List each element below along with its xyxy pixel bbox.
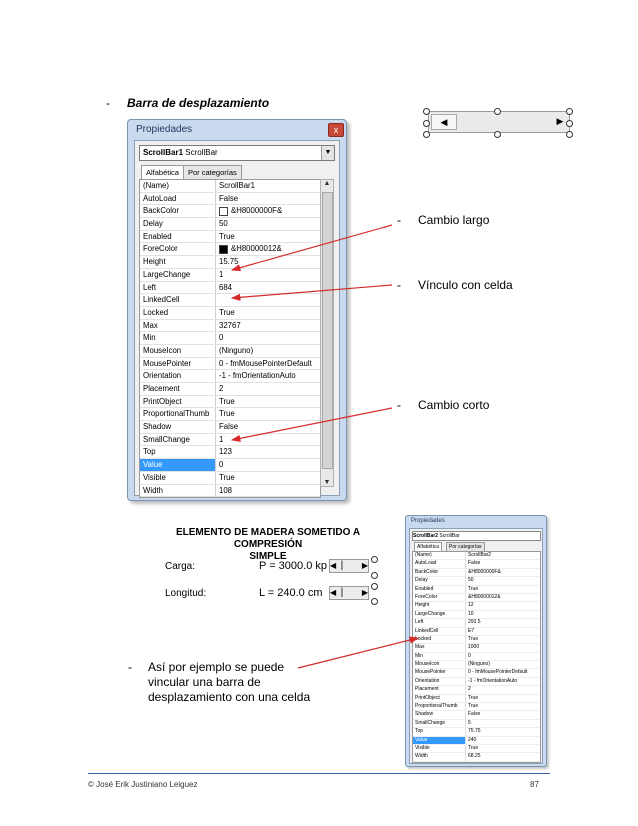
example-title-line1: ELEMENTO DE MADERA SOMETIDO A COMPRESIÓN (175, 527, 361, 550)
property-name: ProportionalThumb (413, 703, 466, 710)
scroll-left-icon[interactable]: ◀▕ (330, 561, 343, 570)
property-value-text: 32767 (219, 320, 241, 330)
scroll-left-icon[interactable]: ◀ (431, 114, 457, 130)
property-name: Left (413, 619, 466, 626)
scroll-left-icon[interactable]: ◀▕ (330, 588, 343, 597)
property-name: Min (140, 332, 216, 344)
object-type: ScrollBar (439, 533, 460, 539)
property-name: SmallChange (140, 434, 216, 446)
section-heading: Barra de desplazamiento (127, 96, 270, 110)
property-name: Height (413, 602, 466, 609)
scroll-down-icon[interactable]: ▼ (323, 479, 331, 486)
annotation-bullet: - (397, 278, 401, 292)
property-value-text: 15.75 (219, 257, 239, 267)
footer-rule (88, 773, 550, 774)
property-value-text: True (219, 409, 235, 419)
annotation-bullet: - (397, 213, 401, 227)
property-value-text: 293.5 (468, 619, 481, 626)
properties-window-title: Propiedades (136, 124, 193, 135)
property-name: Value (413, 737, 466, 744)
property-value-text: 0 (219, 333, 224, 343)
annotation-bullet: - (128, 660, 132, 674)
annotation-example-line1: Así por ejemplo se puede (148, 660, 285, 674)
scroll-right-icon[interactable]: ▶ (556, 116, 564, 126)
chevron-down-icon[interactable]: ▼ (321, 146, 334, 160)
property-name: SmallChange (413, 720, 466, 727)
property-value-text: False (468, 711, 481, 718)
tab-alfabetica[interactable]: Alfabética (414, 542, 442, 551)
property-value-text: 1 (219, 434, 224, 444)
property-value-text: 123 (219, 447, 233, 457)
length-label: Longitud: (165, 588, 207, 599)
property-name: AutoLoad (140, 193, 216, 205)
property-name: Shadow (413, 711, 466, 718)
property-name: BackColor (413, 569, 466, 576)
property-name: PrintObject (140, 396, 216, 408)
property-name: Max (140, 320, 216, 332)
object-name: ScrollBar2 (413, 533, 439, 539)
property-value-text: &H80000012& (231, 244, 282, 254)
property-name: ProportionalThumb (140, 408, 216, 420)
length-value: L = 240.0 cm (259, 587, 323, 599)
property-value-text: 12 (468, 602, 474, 609)
property-name: Top (140, 446, 216, 458)
property-value-text: True (468, 585, 479, 592)
property-name: Locked (413, 636, 466, 643)
property-value-text: ScrollBar1 (219, 181, 255, 190)
property-value-text: True (468, 703, 479, 710)
annotation-example-line3: desplazamiento con una celda (148, 690, 311, 704)
property-value-text: 5 (468, 719, 471, 726)
arrow-example (298, 638, 418, 668)
property-name: AutoLoad (413, 560, 466, 567)
property-name: Visible (413, 745, 466, 752)
property-name: MousePointer (140, 358, 216, 370)
properties-window-title: Propiedades (411, 518, 445, 524)
property-value-text: -1 - fmOrientationAuto (219, 371, 296, 381)
property-name: Enabled (413, 586, 466, 593)
property-value-text: E7 (468, 627, 475, 634)
property-name: Orientation (140, 370, 216, 382)
property-name: Enabled (140, 231, 216, 243)
property-name: Placement (140, 383, 216, 395)
property-value-text: 75.75 (468, 728, 481, 735)
annotation-large-change: Cambio largo (418, 213, 490, 227)
property-name: MouseIcon (413, 661, 466, 668)
property-value-text: 1000 (468, 644, 480, 651)
tab-por-categorias[interactable]: Por categorías (446, 542, 485, 551)
scroll-up-icon[interactable]: ▲ (323, 180, 331, 187)
property-value-text: &H8000000F& (468, 568, 501, 575)
close-button[interactable]: x (328, 123, 344, 137)
scroll-right-icon[interactable]: ▶ (361, 561, 368, 570)
property-name: Height (140, 256, 216, 268)
property-name: Visible (140, 472, 216, 484)
property-name: LargeChange (413, 611, 466, 618)
property-name: Delay (413, 577, 466, 584)
property-value-text: &H8000000F& (231, 206, 283, 216)
annotation-example-line2: vincular una barra de (148, 675, 261, 689)
property-value-text: False (219, 422, 239, 432)
property-value-text: 50 (219, 219, 228, 229)
property-value-text: 50 (468, 577, 474, 584)
property-name: ForeColor (140, 243, 216, 255)
property-name: Locked (140, 307, 216, 319)
property-value-text: 68.25 (468, 753, 481, 760)
property-value-text: True (468, 744, 479, 751)
property-value-text: True (219, 396, 235, 406)
property-value-text: ScrollBar2 (468, 552, 492, 558)
property-value-text: -1 - fmOrientationAuto (468, 677, 518, 684)
property-value-text: True (219, 231, 235, 241)
load-label: Carga: (165, 561, 196, 572)
property-value-text: 0 (468, 652, 471, 659)
arrow-small-change (232, 408, 392, 440)
property-value-text: True (468, 635, 479, 642)
load-value: P = 3000.0 kp (259, 560, 327, 572)
property-value-text: (Ninguno) (219, 345, 254, 355)
property-name: Orientation (413, 678, 466, 685)
property-name: (Name) (413, 552, 466, 559)
property-name: Delay (140, 218, 216, 230)
property-value-text: 0 (219, 460, 224, 470)
property-value-text: 108 (219, 485, 233, 495)
object-type: ScrollBar (185, 148, 218, 157)
property-name: BackColor (140, 205, 216, 217)
property-name: Left (140, 282, 216, 294)
property-value-text: True (219, 307, 235, 317)
property-value-text: 0 - fmMousePointerDefault (468, 669, 528, 676)
tab-alfabetica[interactable]: Alfabética (141, 165, 184, 180)
arrow-large-change (232, 225, 392, 270)
arrow-linked-cell (232, 285, 392, 298)
property-value-text: False (468, 560, 481, 567)
heading-bullet: - (106, 96, 110, 110)
property-value-text: 240 (468, 736, 477, 743)
property-name: Width (413, 753, 466, 760)
property-name: Placement (413, 686, 466, 693)
page-number: 87 (530, 780, 539, 789)
footer-author: © José Erik Justiniano Leiguez (88, 780, 198, 789)
property-value-text: 1 (219, 269, 224, 279)
property-value-text: (Ninguno) (468, 661, 490, 668)
annotation-small-change: Cambio corto (418, 398, 490, 412)
property-name: ForeColor (413, 594, 466, 601)
property-name: Shadow (140, 421, 216, 433)
property-name: (Name) (140, 180, 216, 192)
property-name: LargeChange (140, 269, 216, 281)
annotation-bullet: - (397, 398, 401, 412)
annotation-linked-cell: Vínculo con celda (418, 278, 513, 292)
property-name: Max (413, 644, 466, 651)
property-value-text: 10 (468, 610, 474, 617)
property-value-text: 2 (219, 384, 224, 393)
property-name: Top (413, 728, 466, 735)
property-value-text: True (468, 694, 479, 701)
property-value-text: 684 (219, 282, 233, 292)
tab-por-categorias[interactable]: Por categorías (183, 165, 242, 180)
property-name: LinkedCell (140, 294, 216, 306)
property-value-text: 0 - fmMousePointerDefault (219, 358, 312, 368)
property-name: MouseIcon (140, 345, 216, 357)
property-name: Min (413, 653, 466, 660)
property-value-text: 2 (468, 686, 471, 693)
property-name: Value (140, 459, 216, 471)
property-value-text: &H80000012& (468, 593, 501, 600)
property-name: LinkedCell (413, 628, 466, 635)
object-name: ScrollBar1 (143, 148, 184, 157)
property-name: PrintObject (413, 695, 466, 702)
scroll-right-icon[interactable]: ▶ (361, 588, 368, 597)
property-name: Width (140, 485, 216, 497)
example-title-line2: SIMPLE (249, 551, 287, 562)
property-value-text: True (219, 472, 235, 482)
property-name: MousePointer (413, 669, 466, 676)
property-value-text: False (219, 193, 239, 203)
